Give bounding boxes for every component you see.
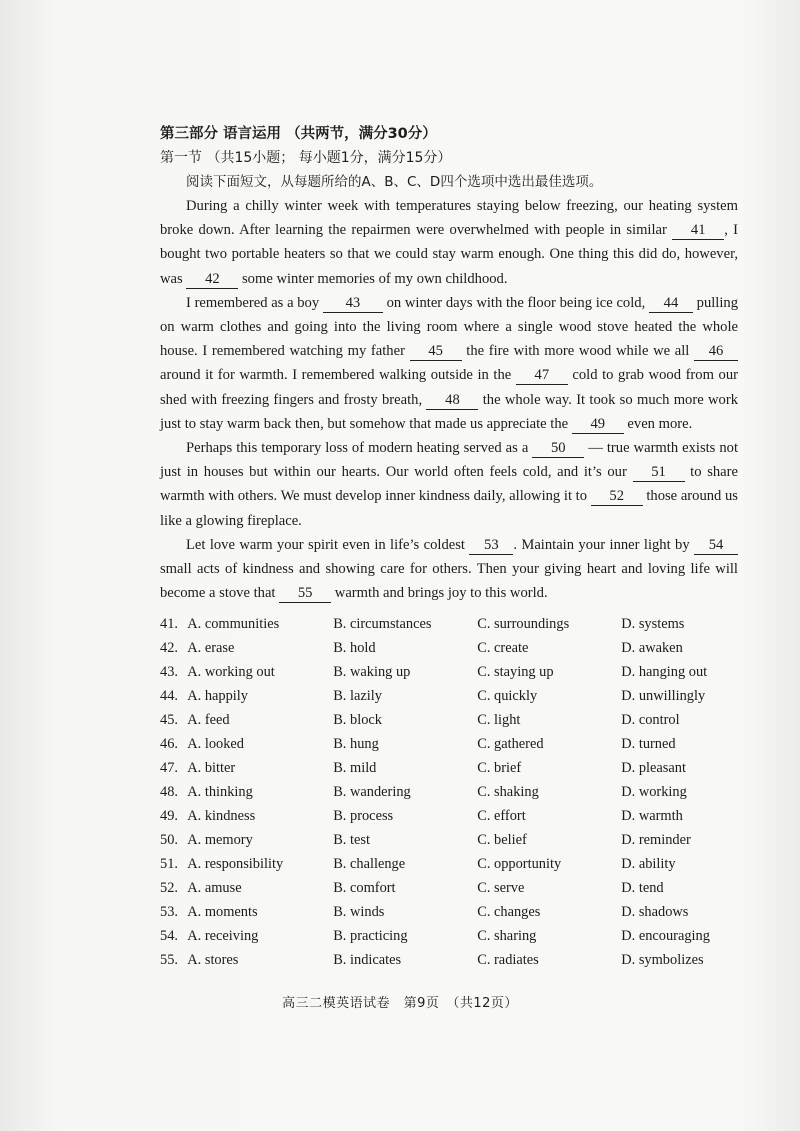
- option-c: C. quickly: [477, 688, 538, 705]
- option-a: A. working out: [187, 664, 275, 681]
- option-a: A. bitter: [187, 760, 236, 777]
- blank-43: 43: [323, 295, 383, 313]
- option-row-47: [160, 756, 738, 780]
- option-b: B. mild: [333, 760, 377, 777]
- option-row-50: [160, 828, 738, 852]
- option-c: C. light: [477, 712, 521, 729]
- question-number: 45.: [160, 712, 178, 729]
- option-b: B. circumstances: [333, 616, 432, 633]
- option-row-53: [160, 900, 738, 924]
- option-d: D. ability: [621, 856, 676, 873]
- question-number: 47.: [160, 760, 178, 777]
- passage-text: — true warmth exists not just in houses but within our hearts. Our world often feels cold, and it’s our: [160, 440, 738, 481]
- option-b: B. process: [333, 808, 394, 825]
- passage-text: , I bought two portable heaters so that we could stay warm enough. One thing this did do, however, was: [160, 222, 738, 287]
- question-number: 44.: [160, 688, 178, 705]
- passage-text: to share warmth with others. We must develop inner kindness daily, allowing it to: [160, 464, 738, 505]
- option-row-48: [160, 780, 738, 804]
- option-a: A. erase: [187, 640, 235, 657]
- question-number: 48.: [160, 784, 178, 801]
- option-b: B. indicates: [333, 952, 402, 969]
- passage-text: Let love warm your spirit even in life’s coldest: [186, 536, 470, 553]
- option-d: D. awaken: [621, 640, 683, 657]
- passage-text: the fire with more wood while we all: [461, 343, 694, 360]
- page-footer: 高三二模英语试卷 第9页 （共12页）: [282, 996, 518, 1011]
- passage-text: cold to grab wood from our shed with freezing fingers and frosty breath,: [160, 367, 738, 408]
- option-c: C. staying up: [477, 664, 554, 681]
- passage-text: the whole way. It took so much more work just to stay warm back then, but somehow that made us appreciate the: [160, 391, 738, 432]
- passage-text: around it for warmth. I remembered walking outside in the: [160, 367, 516, 384]
- option-d: D. tend: [621, 880, 664, 897]
- question-number: 46.: [160, 736, 178, 753]
- question-number: 49.: [160, 808, 178, 825]
- blank-45: 45: [410, 343, 462, 361]
- option-c: C. gathered: [477, 736, 544, 753]
- passage-text: those around us like a glowing fireplace.: [160, 488, 738, 529]
- question-number: 43.: [160, 664, 178, 681]
- option-c: C. effort: [477, 808, 526, 825]
- blank-42: 42: [186, 271, 238, 289]
- option-c: C. sharing: [477, 928, 537, 945]
- passage-text: Perhaps this temporary loss of modern heating served as a: [186, 440, 533, 457]
- option-d: D. working: [621, 784, 687, 801]
- option-row-46: [160, 732, 738, 756]
- passage-paragraph-2: [160, 291, 738, 436]
- passage-text: During a chilly winter week with temperatures staying below freezing, our heating system broke down. After learning the repairmen were overwhelmed with people in similar: [160, 198, 738, 239]
- option-a: A. memory: [187, 832, 253, 849]
- option-c: C. belief: [477, 832, 527, 849]
- option-b: B. block: [333, 712, 382, 729]
- subsection-title: 第一节 （共15小题； 每小题1分，满分15分）: [160, 150, 452, 166]
- option-a: A. happily: [187, 688, 249, 705]
- blank-53: 53: [469, 537, 513, 555]
- option-d: D. unwillingly: [621, 688, 706, 705]
- blank-47: 47: [516, 367, 568, 385]
- option-row-49: [160, 804, 738, 828]
- option-b: B. test: [333, 832, 370, 849]
- option-c: C. opportunity: [477, 856, 562, 873]
- passage-text: I remembered as a boy: [186, 294, 323, 311]
- option-row-41: [160, 612, 738, 636]
- passage-text: pulling on warm clothes and going into the living room where a single wood stove heated the whole house. I remembered watching my father: [160, 294, 738, 360]
- option-c: C. create: [477, 640, 529, 657]
- question-number: 51.: [160, 856, 178, 873]
- section-title: 第三部分 语言运用 （共两节，满分30分）: [160, 126, 437, 142]
- option-row-45: [160, 708, 738, 732]
- question-number: 53.: [160, 904, 178, 921]
- option-a: A. responsibility: [187, 856, 284, 873]
- passage-text: small acts of kindness and showing care for others. Then your giving heart and loving life will become a stove that: [160, 561, 738, 602]
- option-c: C. serve: [477, 880, 525, 897]
- option-d: D. control: [621, 712, 680, 729]
- blank-51: 51: [633, 464, 685, 482]
- option-d: D. hanging out: [621, 664, 708, 681]
- option-b: B. hung: [333, 736, 379, 753]
- option-b: B. lazily: [333, 688, 382, 705]
- option-a: A. amuse: [187, 880, 242, 897]
- question-number: 41.: [160, 616, 178, 633]
- option-b: B. hold: [333, 640, 376, 657]
- option-c: C. radiates: [477, 952, 539, 969]
- passage-paragraph-1: [160, 194, 738, 291]
- option-d: D. turned: [621, 736, 676, 753]
- option-b: B. challenge: [333, 856, 406, 873]
- option-b: B. waking up: [333, 664, 411, 681]
- option-b: B. wandering: [333, 784, 411, 801]
- option-row-54: [160, 924, 738, 948]
- blank-41: 41: [672, 222, 724, 240]
- blank-55: 55: [279, 585, 331, 603]
- passage-paragraph-4: [160, 533, 738, 606]
- option-a: A. looked: [187, 736, 245, 753]
- blank-44: 44: [649, 295, 693, 313]
- option-c: C. changes: [477, 904, 541, 921]
- blank-52: 52: [591, 488, 643, 506]
- option-a: A. moments: [187, 904, 258, 921]
- option-a: A. thinking: [187, 784, 253, 801]
- passage-text: on winter days with the floor being ice cold,: [382, 294, 649, 311]
- option-row-43: [160, 660, 738, 684]
- blank-48: 48: [426, 392, 478, 410]
- option-c: C. brief: [477, 760, 522, 777]
- option-a: A. kindness: [187, 808, 256, 825]
- option-d: D. symbolizes: [621, 952, 704, 969]
- option-d: D. reminder: [621, 832, 691, 849]
- option-a: A. feed: [187, 712, 230, 729]
- passage-paragraph-3: [160, 436, 738, 533]
- question-number: 52.: [160, 880, 178, 897]
- blank-49: 49: [572, 416, 624, 434]
- option-c: C. surroundings: [477, 616, 570, 633]
- instructions: 阅读下面短文，从每题所给的A、B、C、D四个选项中选出最佳选项。: [186, 174, 603, 190]
- options-list: [160, 612, 738, 972]
- option-b: B. comfort: [333, 880, 396, 897]
- option-row-55: [160, 948, 738, 972]
- blank-50: 50: [532, 440, 584, 458]
- blank-46: 46: [694, 343, 738, 361]
- question-number: 55.: [160, 952, 178, 969]
- option-row-52: [160, 876, 738, 900]
- passage-text: even more.: [623, 415, 693, 432]
- question-number: 54.: [160, 928, 178, 945]
- option-d: D. shadows: [621, 904, 689, 921]
- blank-54: 54: [694, 537, 738, 555]
- option-row-44: [160, 684, 738, 708]
- passage-text: some winter memories of my own childhood.: [238, 270, 508, 287]
- option-d: D. pleasant: [621, 760, 686, 777]
- option-row-51: [160, 852, 738, 876]
- option-b: B. winds: [333, 904, 385, 921]
- option-b: B. practicing: [333, 928, 408, 945]
- option-a: A. receiving: [187, 928, 259, 945]
- option-a: A. communities: [187, 616, 280, 633]
- question-number: 50.: [160, 832, 178, 849]
- option-d: D. systems: [621, 616, 685, 633]
- passage-text: warmth and brings joy to this world.: [331, 585, 548, 602]
- option-a: A. stores: [187, 952, 239, 969]
- option-d: D. encouraging: [621, 928, 710, 945]
- option-d: D. warmth: [621, 808, 683, 825]
- exam-content: [160, 122, 738, 972]
- option-row-42: [160, 636, 738, 660]
- question-number: 42.: [160, 640, 178, 657]
- passage-text: . Maintain your inner light by: [513, 536, 694, 553]
- option-c: C. shaking: [477, 784, 539, 801]
